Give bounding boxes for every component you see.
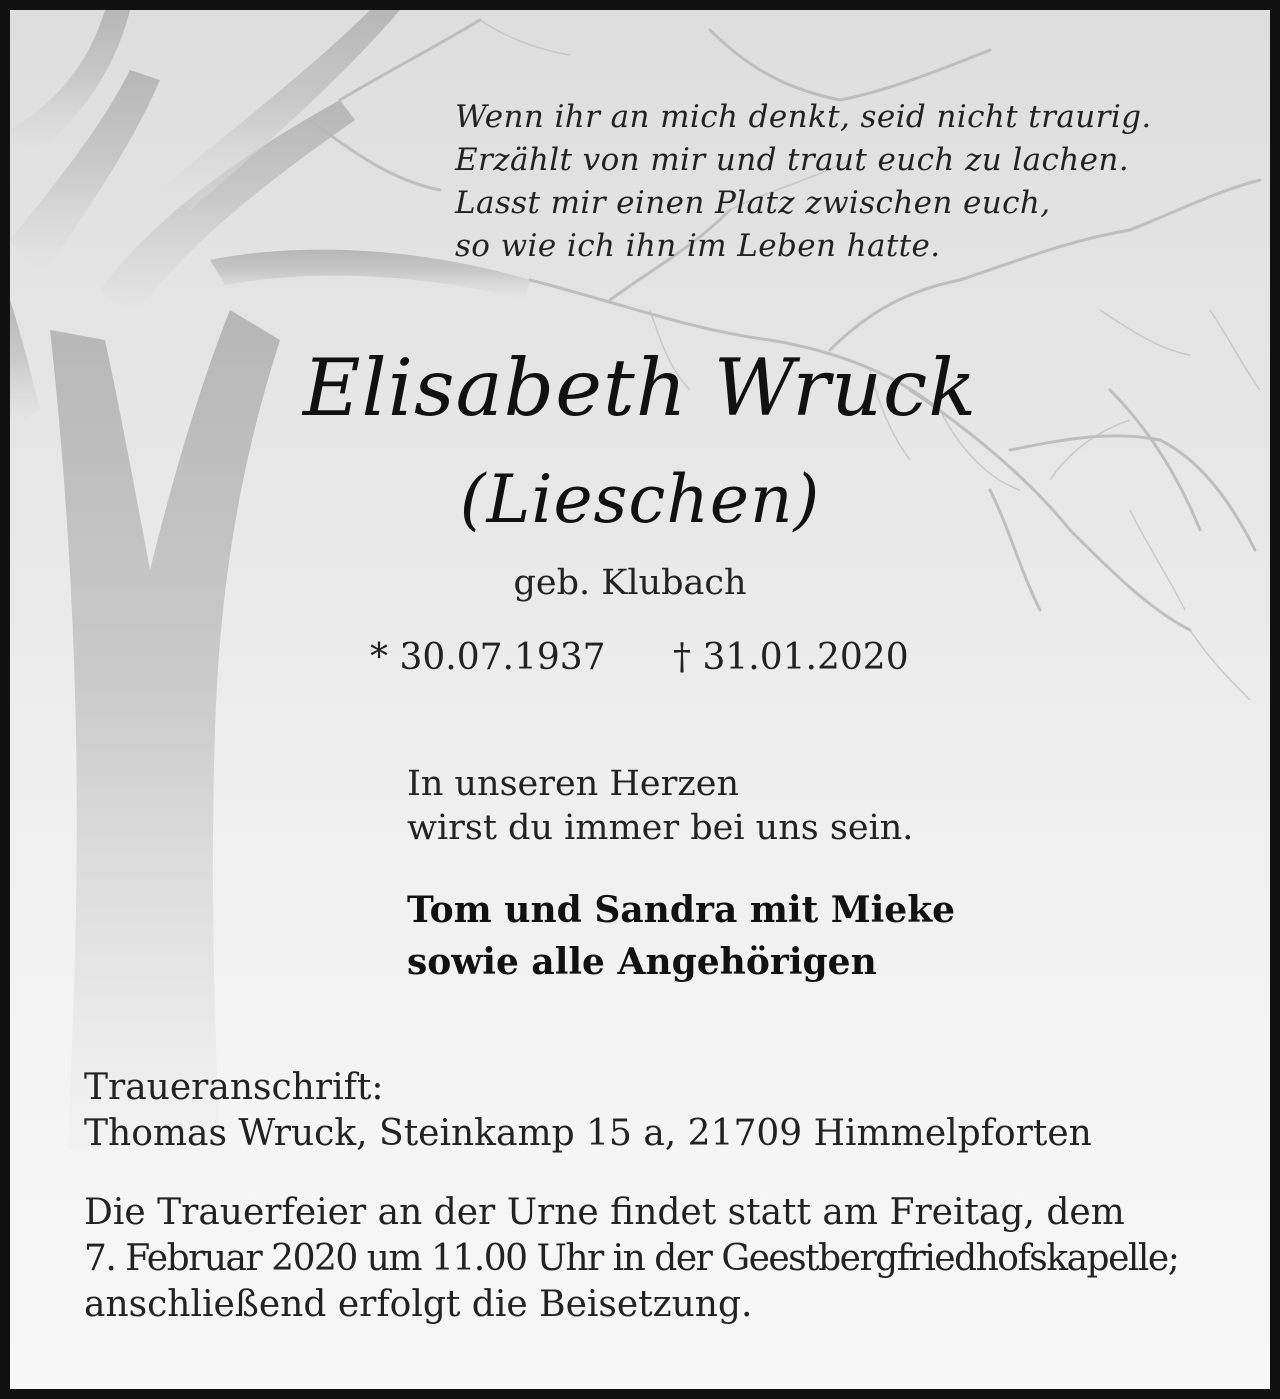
verse-line: wirst du immer bei uns sein. bbox=[407, 808, 914, 848]
poem-line: Erzählt von mir und traut euch zu lachen. bbox=[455, 142, 1130, 178]
poem bbox=[455, 96, 1152, 268]
service-line: anschließend erfolgt die Beisetzung. bbox=[84, 1284, 753, 1325]
life-dates bbox=[370, 632, 909, 684]
death-date: † 31.01.2020 bbox=[673, 637, 909, 678]
deceased-name: Elisabeth Wruck bbox=[302, 342, 978, 434]
deceased-nickname: (Lieschen) bbox=[459, 461, 821, 538]
birth-name: geb. Klubach bbox=[513, 563, 747, 603]
memorial-verse bbox=[407, 762, 913, 850]
condolence-address bbox=[84, 1065, 1092, 1157]
address-label: Traueranschrift: bbox=[84, 1067, 384, 1108]
mourners-line: sowie alle Angehörigen bbox=[407, 941, 877, 983]
verse-line: In unseren Herzen bbox=[407, 764, 740, 804]
service-line: 7. Februar 2020 um 11.00 Uhr in der Geestbergfriedhofskapelle; bbox=[84, 1238, 1179, 1279]
address-line: Thomas Wruck, Steinkamp 15 a, 21709 Himmelpforten bbox=[84, 1113, 1092, 1154]
funeral-service-info bbox=[84, 1190, 1178, 1328]
poem-line: Lasst mir einen Platz zwischen euch, bbox=[455, 185, 1051, 221]
mourners-line: Tom und Sandra mit Mieke bbox=[407, 889, 956, 931]
poem-line: so wie ich ihn im Leben hatte. bbox=[455, 228, 941, 264]
poem-line: Wenn ihr an mich denkt, seid nicht traurig. bbox=[455, 99, 1152, 135]
service-line: Die Trauerfeier an der Urne findet statt am Freitag, dem bbox=[84, 1192, 1125, 1233]
birth-date: * 30.07.1937 bbox=[370, 637, 606, 678]
mourners-signature bbox=[407, 884, 955, 988]
